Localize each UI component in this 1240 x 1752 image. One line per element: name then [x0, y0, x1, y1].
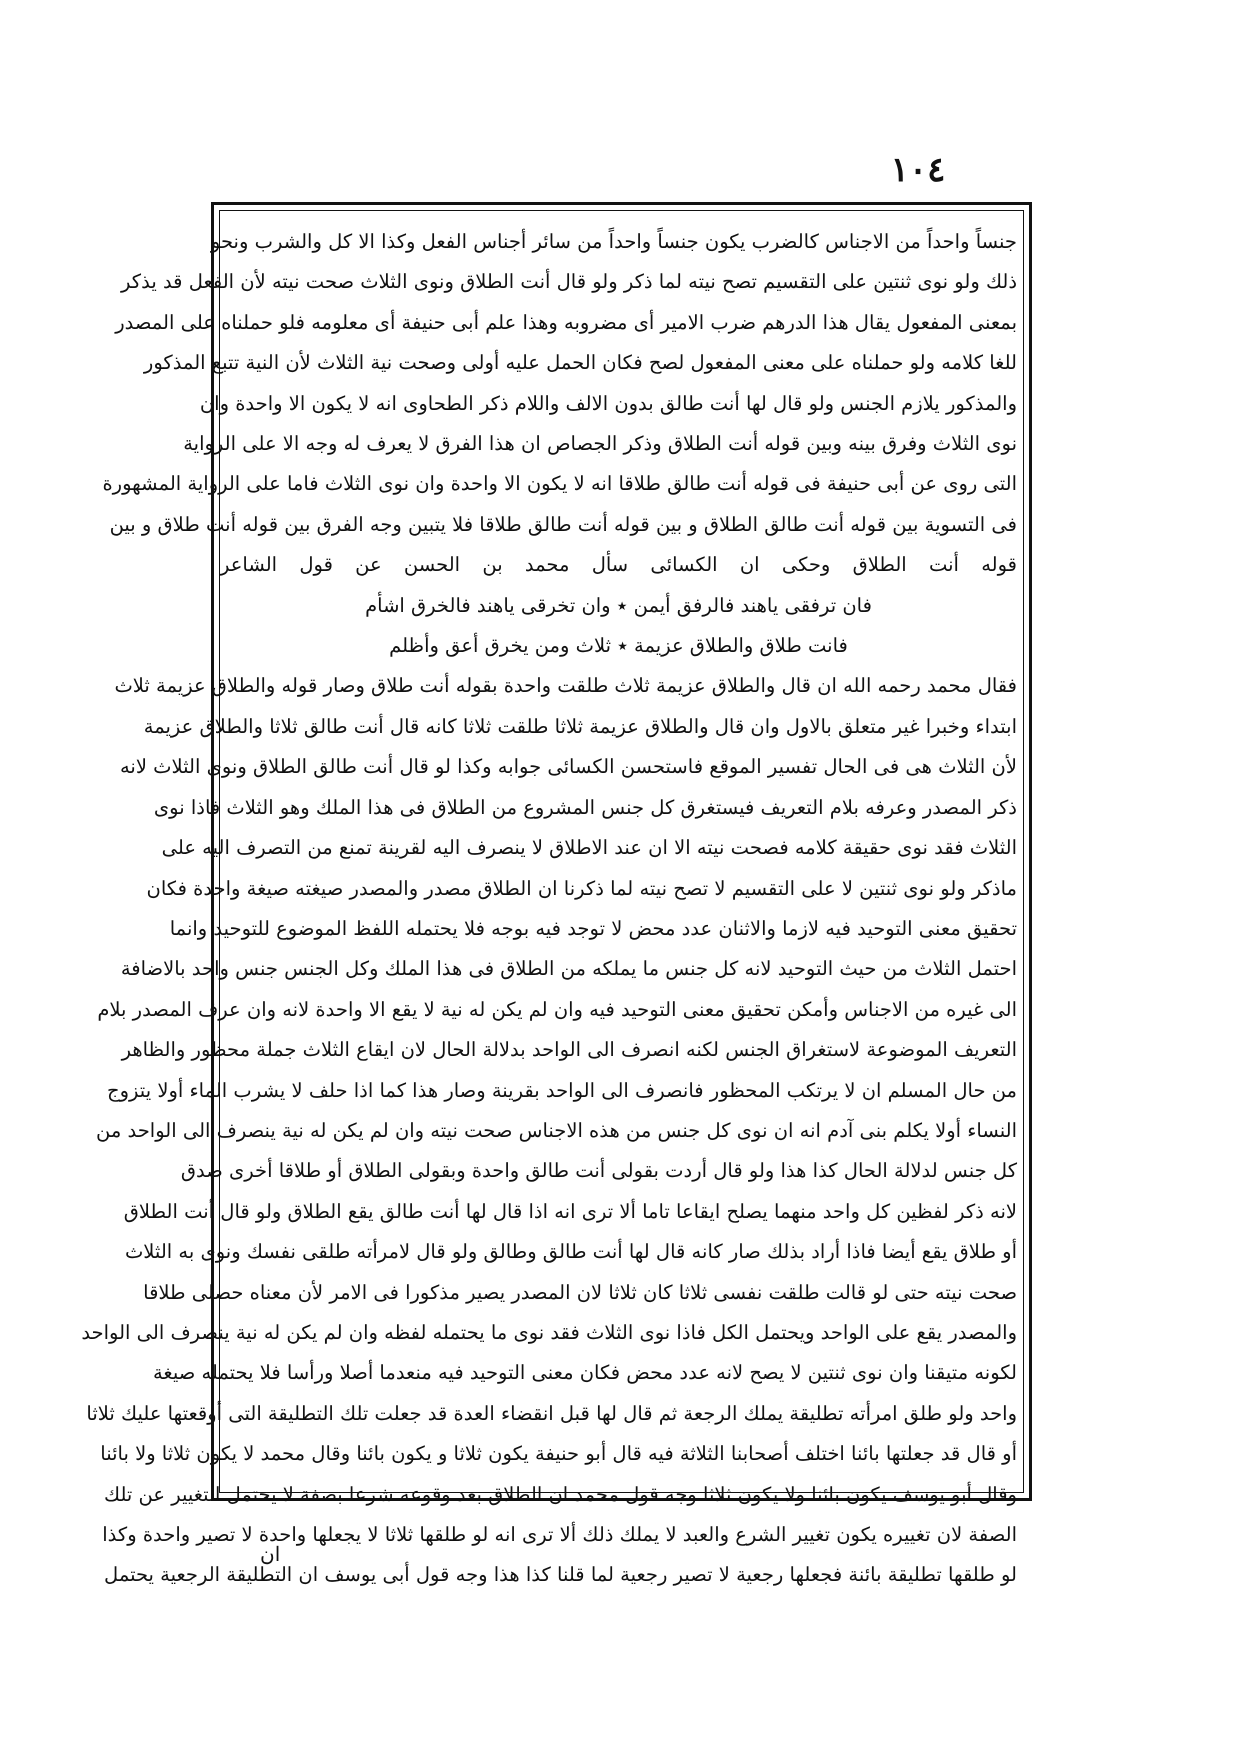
text-line: لانه ذكر لفظين كل واحد منهما يصلح ايقاعا تاما ألا ترى انه اذا قال لها أنت طالق يقع الطلاق ولو قال أنت الطلاق	[123, 1199, 1017, 1223]
text-line: ماذكر ولو نوى ثنتين لا على التقسيم لا تصح نيته لما ذكرنا ان الطلاق مصدر والمصدر صيغته صيغة واحدة فكان	[146, 876, 1017, 900]
text-line: فقال محمد رحمه الله ان قال والطلاق عزيمة ثلاث طلقت واحدة بقوله أنت طلاق وصار قوله والطلاق عزيمة ثلاث	[114, 674, 1017, 698]
text-line: لأن الثلاث هى فى الحال تفسير الموقع فاستحسن الكسائى جوابه وكذا لو قال أنت طالق الطلاق ونوى الثلاث لانه	[119, 755, 1017, 779]
text-line: والمذكور يلازم الجنس ولو قال لها أنت طالق بدون الالف واللام ذكر الطحاوى انه لا يكون الا واحدة وان	[199, 391, 1017, 415]
text-line: والمصدر يقع على الواحد ويحتمل الكل فاذا نوى الثلاث فقد نوى ما يحتمله لفظه وان لم يكن له نية ينصرف الى الواحد	[81, 1320, 1017, 1344]
text-line: نوى الثلاث وفرق بينه وبين قوله أنت الطلاق وذكر الجصاص ان هذا الفرق لا يعرف له وجه الا على الرواية	[183, 432, 1017, 456]
text-line: تحقيق معنى التوحيد فيه لازما والاثنان عدد محض لا توجد فيه بوجه فلا يحتمله اللفظ الموضوع للتوحيد وانما	[169, 916, 1017, 940]
text-line: قوله أنت الطلاق وحكى ان الكسائى سأل محمد بن الحسن عن قول الشاعر	[220, 553, 1017, 577]
text-line: صحت نيته حتى لو قالت طلقت نفسى ثلاثا كان ثلاثا لان المصدر يصير مذكورا فى الامر لأن معناه حصلى طلاقا	[143, 1280, 1017, 1304]
text-line: التى روى عن أبى حنيفة فى قوله أنت طالق طلاقا انه لا يكون الا واحدة وان نوى الثلاث فاما على الرواية المشهورة	[102, 472, 1017, 496]
text-line: وقال أبو يوسف يكون بائنا ولا يكون ثلاثا وجه قول محمد ان الطلاق بعد وقوعه شرعا بصفة لا يحتمل التغيير عن تلك	[104, 1482, 1017, 1506]
text-line: لو طلقها تطليقة بائنة فجعلها رجعية لا تصير رجعية لما قلنا كذا هذا وجه قول أبى يوسف ان التطليقة الرجعية يحتمل	[104, 1563, 1017, 1587]
text-line: التعريف الموضوعة لاستغراق الجنس لكنه انصرف الى الواحد بدلالة الحال لان ايقاع الثلاث جملة محظور والظاهر	[121, 1038, 1017, 1062]
text-line: جنساً واحداً من الاجناس كالضرب يكون جنساً واحداً من سائر أجناس الفعل وكذا الا كل والشرب ونحو	[210, 230, 1017, 253]
page-number: ١٠٤	[890, 150, 946, 190]
text-line: الثلاث فقد نوى حقيقة كلامه فصحت نيته الا ان عند الاطلاق لا ينصرف اليه لقرينة تمنع من التصرف اليه على	[161, 836, 1017, 860]
text-line: فى التسوية بين قوله أنت طالق الطلاق و بين قوله أنت طالق طلاقا فلا يتبين وجه الفرق بين قوله أنت طلاق و بين	[109, 512, 1017, 536]
poem-line: فان ترفقى ياهند فالرفق أيمن ٭ وان تخرقى ياهند فالخرق اشأم	[365, 593, 872, 617]
text-line: بمعنى المفعول يقال هذا الدرهم ضرب الامير أى مضروبه وهذا علم أبى حنيفة أى معلومه فلو حملناه على المصدر	[115, 310, 1017, 334]
text-line: للغا كلامه ولو حملناه على معنى المفعول لصح فكان الحمل عليه أولى وصحت نية الثلاث لأن النية تتبع المذكور	[143, 351, 1017, 375]
text-line: أو قال قد جعلتها بائنا اختلف أصحابنا الثلاثة فيه قال أبو حنيفة يكون ثلاثا و يكون بائنا وقال محمد لا يكون ثلاثا ولا بائنا	[100, 1442, 1017, 1466]
poem-line: فانت طلاق والطلاق عزيمة ٭ ثلاث ومن يخرق أعق وأظلم	[389, 634, 848, 658]
text-line: الصفة لان تغييره يكون تغيير الشرع والعبد لا يملك ذلك ألا ترى انه لو طلقها ثلاثا لا يجعلها واحدة لا تصير واحدة وكذا	[102, 1523, 1017, 1546]
catchword: ان	[260, 1542, 281, 1566]
text-line: ذكر المصدر وعرفه بلام التعريف فيستغرق كل جنس المشروع من الطلاق فى هذا الملك وهو الثلاث فاذا نوى	[153, 795, 1017, 819]
text-line: كل جنس لدلالة الحال كذا هذا ولو قال أردت بقولى أنت طالق واحدة وبقولى الطلاق أو طلاقا أخرى صدق	[180, 1159, 1017, 1183]
text-line: ذلك ولو نوى ثنتين على التقسيم تصح نيته لما ذكر ولو قال أنت الطلاق ونوى الثلاث صحت نيته لأن الفعل قد يذكر	[121, 270, 1017, 294]
text-line: لكونه متيقنا وان نوى ثنتين لا يصح لانه عدد محض فكان معنى التوحيد فيه منعدما أصلا ورأسا فلا يحتمله صيغة	[152, 1361, 1017, 1385]
text-line: ابتداء وخبرا غير متعلق بالاول وان قال والطلاق عزيمة ثلاثا طلقت ثلاثا كانه قال أنت طالق ثلاثا والطلاق عزيمة	[143, 714, 1017, 738]
text-line: أو طلاق يقع أيضا فاذا أراد بذلك صار كانه قال لها أنت طالق وطالق ولو قال لامرأته طلقى نفسك ونوى به الثلاث	[124, 1240, 1017, 1264]
text-line: واحد ولو طلق امرأته تطليقة يملك الرجعة ثم قال لها قبل انقضاء العدة قد جعلت تلك التطليقة التى أوقعتها عليك ثلاثا	[86, 1401, 1017, 1425]
text-line: الى غيره من الاجناس وأمكن تحقيق معنى التوحيد فيه وان لم يكن له نية لا يقع الا واحدة لانه وان عرف المصدر بلام	[97, 997, 1017, 1021]
body-text	[81, 222, 1017, 1596]
text-line: من حال المسلم ان لا يرتكب المحظور فانصرف الى الواحد بقرينة وصار هذا كما اذا حلف لا يشرب الماء أولا يتزوج	[107, 1078, 1017, 1102]
text-line: احتمل الثلاث من حيث التوحيد لانه كل جنس ما يملكه من الطلاق فى هذا الملك وكل الجنس جنس واحد بالاضافة	[120, 957, 1017, 981]
text-line: النساء أولا يكلم بنى آدم انه ان نوى كل جنس من هذه الاجناس صحت نيته وان لم يكن له نية ينصرف الى الواحد من	[96, 1118, 1017, 1142]
